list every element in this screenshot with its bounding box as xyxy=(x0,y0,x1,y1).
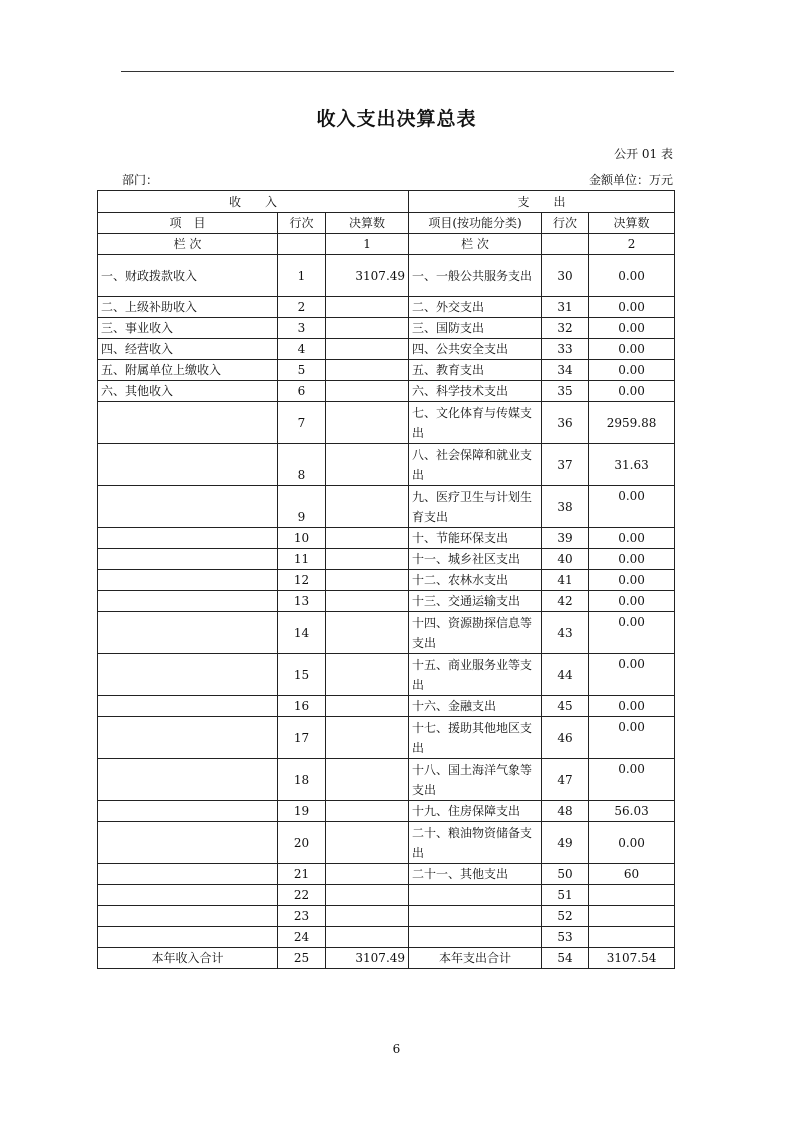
income-row-no: 9 xyxy=(278,486,326,528)
income-row-no: 17 xyxy=(278,717,326,759)
table-row xyxy=(98,906,675,927)
expense-amount: 0.00 xyxy=(589,297,675,318)
unit-label: 金额单位：万元 xyxy=(588,173,673,187)
expense-row-no: 50 xyxy=(542,864,589,885)
table-row xyxy=(98,402,675,444)
income-row-no: 15 xyxy=(278,654,326,696)
income-item xyxy=(98,864,278,885)
expense-row-no: 33 xyxy=(542,339,589,360)
income-row-no: 14 xyxy=(278,612,326,654)
department-label: 部门： xyxy=(122,173,159,187)
expense-item: 二十、粮油物资储备支出 xyxy=(409,822,542,864)
col-index-label-2: 栏 次 xyxy=(409,234,542,255)
expense-row-no: 49 xyxy=(542,822,589,864)
expense-amount: 0.00 xyxy=(589,654,675,696)
header-row-section xyxy=(98,191,675,213)
expense-item: 十九、住房保障支出 xyxy=(409,801,542,822)
header-row-index xyxy=(98,234,675,255)
expense-amount xyxy=(589,927,675,948)
expense-total-amount: 3107.54 xyxy=(589,948,675,969)
income-amount: 3107.49 xyxy=(326,255,409,297)
table-row xyxy=(98,801,675,822)
income-amount xyxy=(326,381,409,402)
expense-row-no: 32 xyxy=(542,318,589,339)
expense-amount: 0.00 xyxy=(589,822,675,864)
income-amount xyxy=(326,906,409,927)
income-row-no: 5 xyxy=(278,360,326,381)
expense-amount: 0.00 xyxy=(589,255,675,297)
expense-amount: 0.00 xyxy=(589,717,675,759)
expense-amount xyxy=(589,906,675,927)
income-row-no: 20 xyxy=(278,822,326,864)
expense-amount: 0.00 xyxy=(589,339,675,360)
income-amount xyxy=(326,297,409,318)
income-total-amount: 3107.49 xyxy=(326,948,409,969)
income-item xyxy=(98,591,278,612)
table-row xyxy=(98,927,675,948)
income-item xyxy=(98,927,278,948)
table-row xyxy=(98,696,675,717)
table-row xyxy=(98,318,675,339)
income-amount xyxy=(326,528,409,549)
col-header-row-no: 行次 xyxy=(278,213,326,234)
col-header-amount: 决算数 xyxy=(326,213,409,234)
expense-row-no: 38 xyxy=(542,486,589,528)
expense-amount: 0.00 xyxy=(589,549,675,570)
table-row xyxy=(98,360,675,381)
expense-row-no: 40 xyxy=(542,549,589,570)
income-item xyxy=(98,822,278,864)
page-title: 收入支出决算总表 xyxy=(316,108,477,130)
expense-row-no: 30 xyxy=(542,255,589,297)
expense-row-no: 42 xyxy=(542,591,589,612)
income-item: 四、经营收入 xyxy=(98,339,278,360)
income-amount xyxy=(326,402,409,444)
col-header-amount-2: 决算数 xyxy=(589,213,675,234)
expense-item: 九、医疗卫生与计划生育支出 xyxy=(409,486,542,528)
expense-row-no: 46 xyxy=(542,717,589,759)
header-rule xyxy=(121,71,674,72)
income-amount xyxy=(326,549,409,570)
income-item xyxy=(98,570,278,591)
expense-row-no: 39 xyxy=(542,528,589,549)
income-row-no: 1 xyxy=(278,255,326,297)
expense-item: 十八、国土海洋气象等支出 xyxy=(409,759,542,801)
expense-item: 一、一般公共服务支出 xyxy=(409,255,542,297)
income-item: 一、财政拨款收入 xyxy=(98,255,278,297)
table-row xyxy=(98,528,675,549)
expense-item xyxy=(409,927,542,948)
income-item: 五、附属单位上缴收入 xyxy=(98,360,278,381)
income-row-no: 3 xyxy=(278,318,326,339)
income-item: 二、上级补助收入 xyxy=(98,297,278,318)
expense-amount: 31.63 xyxy=(589,444,675,486)
expense-amount: 0.00 xyxy=(589,696,675,717)
income-item: 六、其他收入 xyxy=(98,381,278,402)
income-amount xyxy=(326,801,409,822)
expense-amount: 0.00 xyxy=(589,759,675,801)
income-row-no: 11 xyxy=(278,549,326,570)
income-row-no: 23 xyxy=(278,906,326,927)
expense-row-no: 37 xyxy=(542,444,589,486)
table-row xyxy=(98,549,675,570)
expense-item: 五、教育支出 xyxy=(409,360,542,381)
col-index-1: 1 xyxy=(326,234,409,255)
expense-item xyxy=(409,885,542,906)
income-item xyxy=(98,528,278,549)
income-amount xyxy=(326,360,409,381)
income-amount xyxy=(326,318,409,339)
table-row xyxy=(98,570,675,591)
table-row xyxy=(98,822,675,864)
income-amount xyxy=(326,717,409,759)
table-row xyxy=(98,612,675,654)
col-index-empty-2 xyxy=(542,234,589,255)
expense-total-label: 本年支出合计 xyxy=(409,948,542,969)
col-header-row-no-2: 行次 xyxy=(542,213,589,234)
income-item xyxy=(98,402,278,444)
income-item xyxy=(98,801,278,822)
table-row xyxy=(98,654,675,696)
expense-item: 十一、城乡社区支出 xyxy=(409,549,542,570)
income-amount xyxy=(326,822,409,864)
header-row-columns xyxy=(98,213,675,234)
income-row-no: 22 xyxy=(278,885,326,906)
expense-row-no: 53 xyxy=(542,927,589,948)
income-amount xyxy=(326,759,409,801)
expense-item: 十二、农林水支出 xyxy=(409,570,542,591)
income-item xyxy=(98,486,278,528)
income-row-no: 7 xyxy=(278,402,326,444)
expense-item: 十四、资源勘探信息等支出 xyxy=(409,612,542,654)
expense-item: 二、外交支出 xyxy=(409,297,542,318)
income-amount xyxy=(326,654,409,696)
income-amount xyxy=(326,885,409,906)
income-item xyxy=(98,612,278,654)
income-amount xyxy=(326,612,409,654)
income-amount xyxy=(326,864,409,885)
table-row xyxy=(98,591,675,612)
expense-row-no: 51 xyxy=(542,885,589,906)
income-item xyxy=(98,444,278,486)
col-index-empty xyxy=(278,234,326,255)
table-row xyxy=(98,885,675,906)
table-row xyxy=(98,381,675,402)
summary-table xyxy=(97,190,675,969)
income-item xyxy=(98,906,278,927)
expense-header: 支 出 xyxy=(409,191,675,213)
income-row-no: 16 xyxy=(278,696,326,717)
income-item xyxy=(98,717,278,759)
income-amount xyxy=(326,339,409,360)
table-row xyxy=(98,486,675,528)
income-row-no: 2 xyxy=(278,297,326,318)
income-amount xyxy=(326,444,409,486)
expense-amount xyxy=(589,885,675,906)
income-amount xyxy=(326,570,409,591)
expense-row-no: 47 xyxy=(542,759,589,801)
expense-amount: 0.00 xyxy=(589,570,675,591)
expense-item: 八、社会保障和就业支出 xyxy=(409,444,542,486)
income-amount xyxy=(326,696,409,717)
income-row-no: 24 xyxy=(278,927,326,948)
income-item xyxy=(98,759,278,801)
income-row-no: 19 xyxy=(278,801,326,822)
income-amount xyxy=(326,486,409,528)
income-total-label: 本年收入合计 xyxy=(98,948,278,969)
expense-row-no: 43 xyxy=(542,612,589,654)
income-row-no: 12 xyxy=(278,570,326,591)
expense-row-no: 45 xyxy=(542,696,589,717)
expense-item: 六、科学技术支出 xyxy=(409,381,542,402)
income-item xyxy=(98,696,278,717)
col-header-item: 项 目 xyxy=(98,213,278,234)
income-header: 收 入 xyxy=(98,191,409,213)
table-row xyxy=(98,864,675,885)
table-row xyxy=(98,255,675,297)
col-index-2: 2 xyxy=(589,234,675,255)
income-row-no: 4 xyxy=(278,339,326,360)
expense-amount: 60 xyxy=(589,864,675,885)
expense-item xyxy=(409,906,542,927)
expense-amount: 0.00 xyxy=(589,612,675,654)
expense-amount: 0.00 xyxy=(589,528,675,549)
expense-row-no: 41 xyxy=(542,570,589,591)
income-item xyxy=(98,654,278,696)
income-row-no: 8 xyxy=(278,444,326,486)
expense-item: 七、文化体育与传媒支出 xyxy=(409,402,542,444)
table-row xyxy=(98,759,675,801)
expense-item: 十、节能环保支出 xyxy=(409,528,542,549)
table-row xyxy=(98,444,675,486)
expense-item: 二十一、其他支出 xyxy=(409,864,542,885)
expense-row-no: 52 xyxy=(542,906,589,927)
expense-row-no: 35 xyxy=(542,381,589,402)
expense-row-no: 44 xyxy=(542,654,589,696)
income-row-no: 18 xyxy=(278,759,326,801)
expense-amount: 0.00 xyxy=(589,486,675,528)
income-row-no: 13 xyxy=(278,591,326,612)
expense-item: 十五、商业服务业等支出 xyxy=(409,654,542,696)
expense-row-no: 48 xyxy=(542,801,589,822)
income-item: 三、事业收入 xyxy=(98,318,278,339)
expense-item: 四、公共安全支出 xyxy=(409,339,542,360)
expense-amount: 0.00 xyxy=(589,381,675,402)
col-header-item-func: 项目(按功能分类) xyxy=(409,213,542,234)
expense-item: 十七、援助其他地区支出 xyxy=(409,717,542,759)
income-amount xyxy=(326,927,409,948)
income-row-no: 21 xyxy=(278,864,326,885)
expense-amount: 56.03 xyxy=(589,801,675,822)
income-item xyxy=(98,885,278,906)
form-number: 公开 01 表 xyxy=(614,147,673,161)
table-row xyxy=(98,339,675,360)
expense-amount: 0.00 xyxy=(589,591,675,612)
income-amount xyxy=(326,591,409,612)
table-row xyxy=(98,297,675,318)
expense-row-no: 34 xyxy=(542,360,589,381)
income-row-no: 6 xyxy=(278,381,326,402)
income-item xyxy=(98,549,278,570)
expense-item: 三、国防支出 xyxy=(409,318,542,339)
expense-item: 十三、交通运输支出 xyxy=(409,591,542,612)
table-row xyxy=(98,717,675,759)
expense-row-no: 31 xyxy=(542,297,589,318)
col-index-label: 栏 次 xyxy=(98,234,278,255)
expense-amount: 0.00 xyxy=(589,360,675,381)
expense-row-no: 36 xyxy=(542,402,589,444)
totals-row xyxy=(98,948,675,969)
expense-total-row-no: 54 xyxy=(542,948,589,969)
expense-amount: 2959.88 xyxy=(589,402,675,444)
income-row-no: 10 xyxy=(278,528,326,549)
expense-item: 十六、金融支出 xyxy=(409,696,542,717)
expense-amount: 0.00 xyxy=(589,318,675,339)
income-total-row-no: 25 xyxy=(278,948,326,969)
page-number: 6 xyxy=(392,1042,401,1056)
